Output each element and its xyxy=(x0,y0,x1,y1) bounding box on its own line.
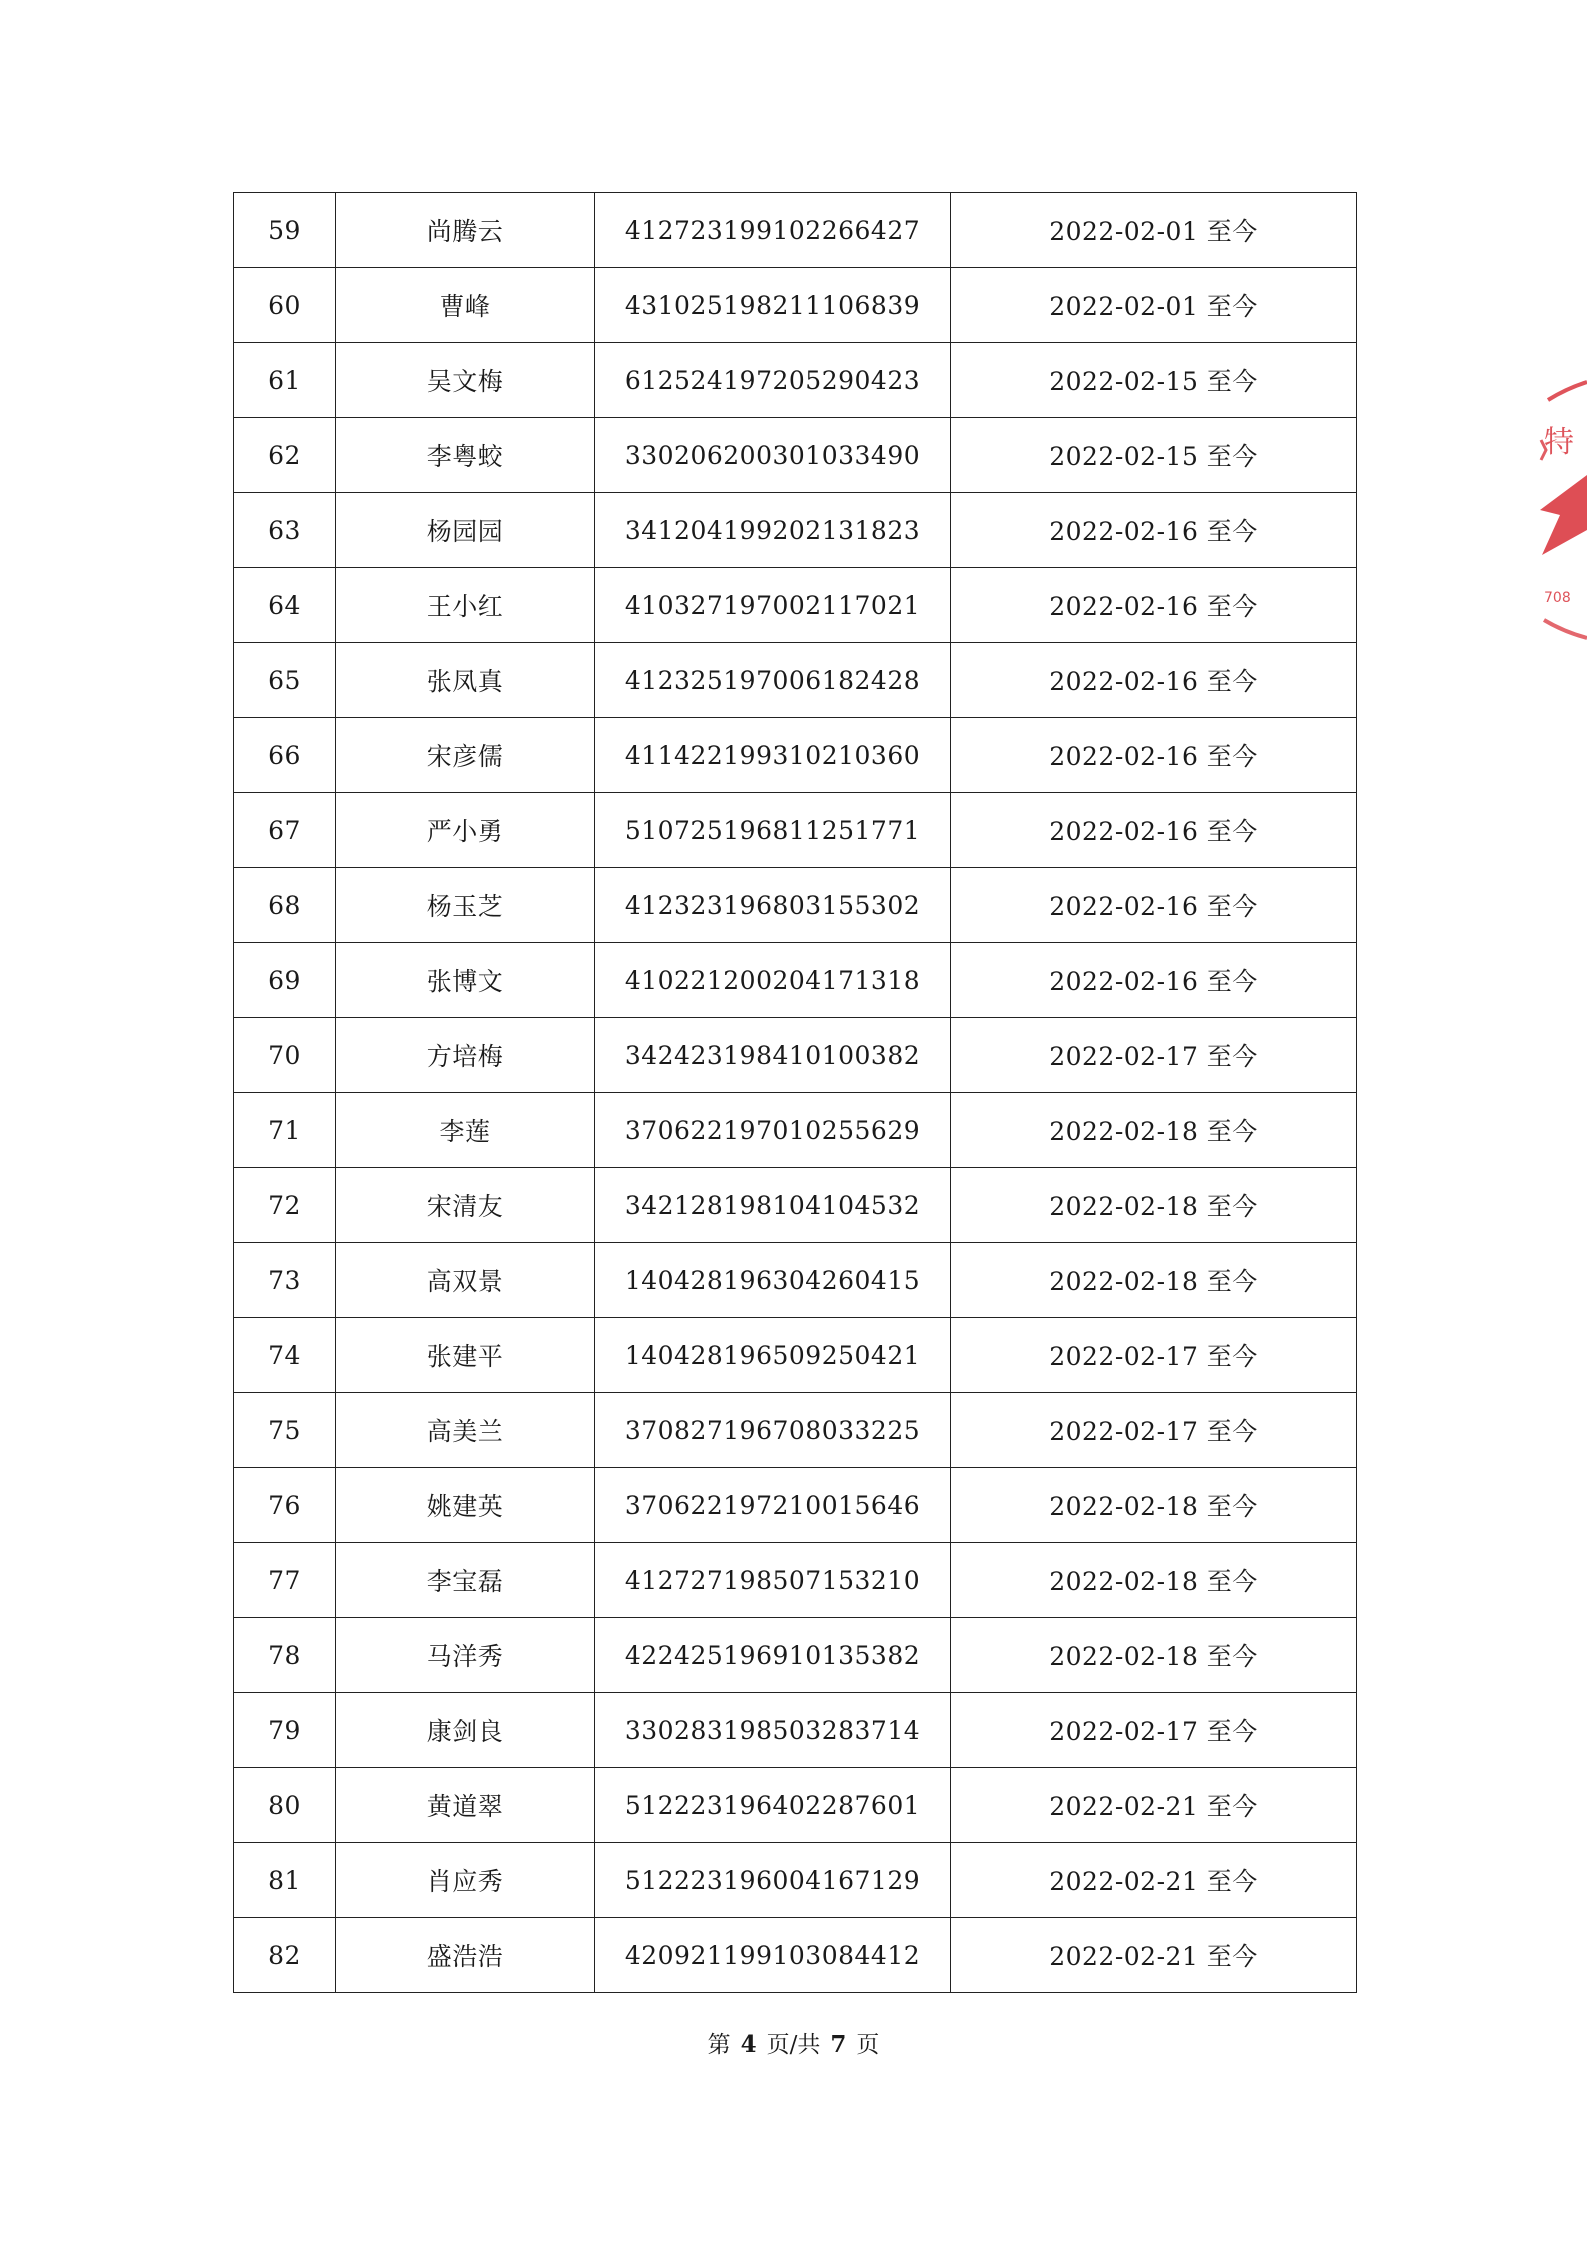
cell-name: 张建平 xyxy=(336,1318,595,1393)
cell-name: 尚腾云 xyxy=(336,193,595,268)
table-row xyxy=(234,1168,1357,1243)
table-row xyxy=(234,1393,1357,1468)
table-row xyxy=(234,493,1357,568)
cell-date: 2022-02-16 至今 xyxy=(951,868,1357,943)
cell-date: 2022-02-18 至今 xyxy=(951,1243,1357,1318)
cell-name: 高双景 xyxy=(336,1243,595,1318)
cell-serial-number: 68 xyxy=(234,868,336,943)
cell-name: 严小勇 xyxy=(336,793,595,868)
table-row xyxy=(234,1768,1357,1843)
cell-date: 2022-02-15 至今 xyxy=(951,418,1357,493)
seal-icon xyxy=(1538,380,1587,740)
cell-serial-number: 81 xyxy=(234,1843,336,1918)
cell-date: 2022-02-17 至今 xyxy=(951,1018,1357,1093)
cell-name: 盛浩浩 xyxy=(336,1918,595,1993)
cell-name: 李粤蛟 xyxy=(336,418,595,493)
cell-name: 马洋秀 xyxy=(336,1618,595,1693)
cell-name: 高美兰 xyxy=(336,1393,595,1468)
seal-code: 708 xyxy=(1544,590,1571,606)
cell-name: 曹峰 xyxy=(336,268,595,343)
footer-prefix: 第 xyxy=(707,2032,731,2058)
cell-id-number: 330206200301033490 xyxy=(595,418,951,493)
table-row xyxy=(234,1018,1357,1093)
cell-id-number: 431025198211106839 xyxy=(595,268,951,343)
cell-serial-number: 82 xyxy=(234,1918,336,1993)
table-row xyxy=(234,568,1357,643)
table-row xyxy=(234,1243,1357,1318)
cell-name: 王小红 xyxy=(336,568,595,643)
cell-date: 2022-02-01 至今 xyxy=(951,268,1357,343)
cell-serial-number: 65 xyxy=(234,643,336,718)
table-row xyxy=(234,1843,1357,1918)
cell-id-number: 422425196910135382 xyxy=(595,1618,951,1693)
cell-date: 2022-02-18 至今 xyxy=(951,1618,1357,1693)
table-row xyxy=(234,268,1357,343)
table-row xyxy=(234,1618,1357,1693)
cell-date: 2022-02-18 至今 xyxy=(951,1168,1357,1243)
official-seal-fragment xyxy=(1538,380,1587,740)
cell-id-number: 510725196811251771 xyxy=(595,793,951,868)
cell-name: 李莲 xyxy=(336,1093,595,1168)
cell-id-number: 341204199202131823 xyxy=(595,493,951,568)
cell-date: 2022-02-21 至今 xyxy=(951,1768,1357,1843)
cell-serial-number: 63 xyxy=(234,493,336,568)
cell-name: 康剑良 xyxy=(336,1693,595,1768)
cell-serial-number: 59 xyxy=(234,193,336,268)
cell-name: 杨玉芝 xyxy=(336,868,595,943)
cell-serial-number: 60 xyxy=(234,268,336,343)
table-row xyxy=(234,1543,1357,1618)
cell-id-number: 412723199102266427 xyxy=(595,193,951,268)
cell-id-number: 342423198410100382 xyxy=(595,1018,951,1093)
cell-date: 2022-02-16 至今 xyxy=(951,943,1357,1018)
cell-date: 2022-02-17 至今 xyxy=(951,1393,1357,1468)
cell-date: 2022-02-16 至今 xyxy=(951,568,1357,643)
cell-serial-number: 78 xyxy=(234,1618,336,1693)
cell-id-number: 330283198503283714 xyxy=(595,1693,951,1768)
table-row xyxy=(234,1093,1357,1168)
cell-date: 2022-02-16 至今 xyxy=(951,718,1357,793)
table-row xyxy=(234,793,1357,868)
cell-date: 2022-02-18 至今 xyxy=(951,1468,1357,1543)
cell-date: 2022-02-17 至今 xyxy=(951,1693,1357,1768)
seal-text: 特 xyxy=(1544,425,1574,460)
cell-date: 2022-02-18 至今 xyxy=(951,1093,1357,1168)
cell-date: 2022-02-16 至今 xyxy=(951,643,1357,718)
table-row xyxy=(234,1318,1357,1393)
table-row xyxy=(234,343,1357,418)
cell-date: 2022-02-18 至今 xyxy=(951,1543,1357,1618)
cell-id-number: 410221200204171318 xyxy=(595,943,951,1018)
cell-serial-number: 61 xyxy=(234,343,336,418)
cell-id-number: 412727198507153210 xyxy=(595,1543,951,1618)
cell-name: 宋彦儒 xyxy=(336,718,595,793)
roster-table-body xyxy=(234,193,1357,1993)
table-row xyxy=(234,718,1357,793)
table-row xyxy=(234,643,1357,718)
cell-name: 宋清友 xyxy=(336,1168,595,1243)
cell-id-number: 512223196402287601 xyxy=(595,1768,951,1843)
cell-serial-number: 73 xyxy=(234,1243,336,1318)
table-row xyxy=(234,1693,1357,1768)
cell-serial-number: 80 xyxy=(234,1768,336,1843)
table-row xyxy=(234,418,1357,493)
footer-suffix: 页 xyxy=(856,2032,880,2058)
cell-serial-number: 64 xyxy=(234,568,336,643)
cell-name: 吴文梅 xyxy=(336,343,595,418)
cell-date: 2022-02-01 至今 xyxy=(951,193,1357,268)
cell-id-number: 410327197002117021 xyxy=(595,568,951,643)
cell-date: 2022-02-21 至今 xyxy=(951,1843,1357,1918)
table-row xyxy=(234,1918,1357,1993)
table-row xyxy=(234,193,1357,268)
cell-id-number: 140428196509250421 xyxy=(595,1318,951,1393)
cell-id-number: 342128198104104532 xyxy=(595,1168,951,1243)
cell-name: 肖应秀 xyxy=(336,1843,595,1918)
cell-serial-number: 67 xyxy=(234,793,336,868)
current-page-number: 4 xyxy=(740,2031,757,2058)
cell-serial-number: 77 xyxy=(234,1543,336,1618)
cell-name: 姚建英 xyxy=(336,1468,595,1543)
cell-date: 2022-02-16 至今 xyxy=(951,493,1357,568)
total-pages-number: 7 xyxy=(830,2031,847,2058)
cell-id-number: 140428196304260415 xyxy=(595,1243,951,1318)
cell-serial-number: 70 xyxy=(234,1018,336,1093)
cell-serial-number: 69 xyxy=(234,943,336,1018)
footer-middle: 页/共 xyxy=(766,2032,821,2058)
cell-id-number: 612524197205290423 xyxy=(595,343,951,418)
cell-date: 2022-02-21 至今 xyxy=(951,1918,1357,1993)
cell-date: 2022-02-16 至今 xyxy=(951,793,1357,868)
cell-id-number: 370622197210015646 xyxy=(595,1468,951,1543)
cell-id-number: 512223196004167129 xyxy=(595,1843,951,1918)
cell-name: 黄道翠 xyxy=(336,1768,595,1843)
cell-name: 张凤真 xyxy=(336,643,595,718)
table-row xyxy=(234,943,1357,1018)
cell-name: 张博文 xyxy=(336,943,595,1018)
cell-serial-number: 79 xyxy=(234,1693,336,1768)
table-row xyxy=(234,1468,1357,1543)
table-row xyxy=(234,868,1357,943)
cell-serial-number: 62 xyxy=(234,418,336,493)
cell-serial-number: 72 xyxy=(234,1168,336,1243)
page-footer xyxy=(0,2026,1587,2059)
roster-table-container xyxy=(233,192,1356,1993)
cell-serial-number: 76 xyxy=(234,1468,336,1543)
cell-id-number: 411422199310210360 xyxy=(595,718,951,793)
cell-id-number: 412323196803155302 xyxy=(595,868,951,943)
cell-serial-number: 71 xyxy=(234,1093,336,1168)
roster-table xyxy=(233,192,1357,1993)
cell-name: 方培梅 xyxy=(336,1018,595,1093)
cell-id-number: 370622197010255629 xyxy=(595,1093,951,1168)
cell-id-number: 420921199103084412 xyxy=(595,1918,951,1993)
cell-id-number: 412325197006182428 xyxy=(595,643,951,718)
cell-serial-number: 66 xyxy=(234,718,336,793)
cell-name: 杨园园 xyxy=(336,493,595,568)
cell-serial-number: 75 xyxy=(234,1393,336,1468)
cell-id-number: 370827196708033225 xyxy=(595,1393,951,1468)
cell-date: 2022-02-15 至今 xyxy=(951,343,1357,418)
cell-date: 2022-02-17 至今 xyxy=(951,1318,1357,1393)
cell-serial-number: 74 xyxy=(234,1318,336,1393)
cell-name: 李宝磊 xyxy=(336,1543,595,1618)
